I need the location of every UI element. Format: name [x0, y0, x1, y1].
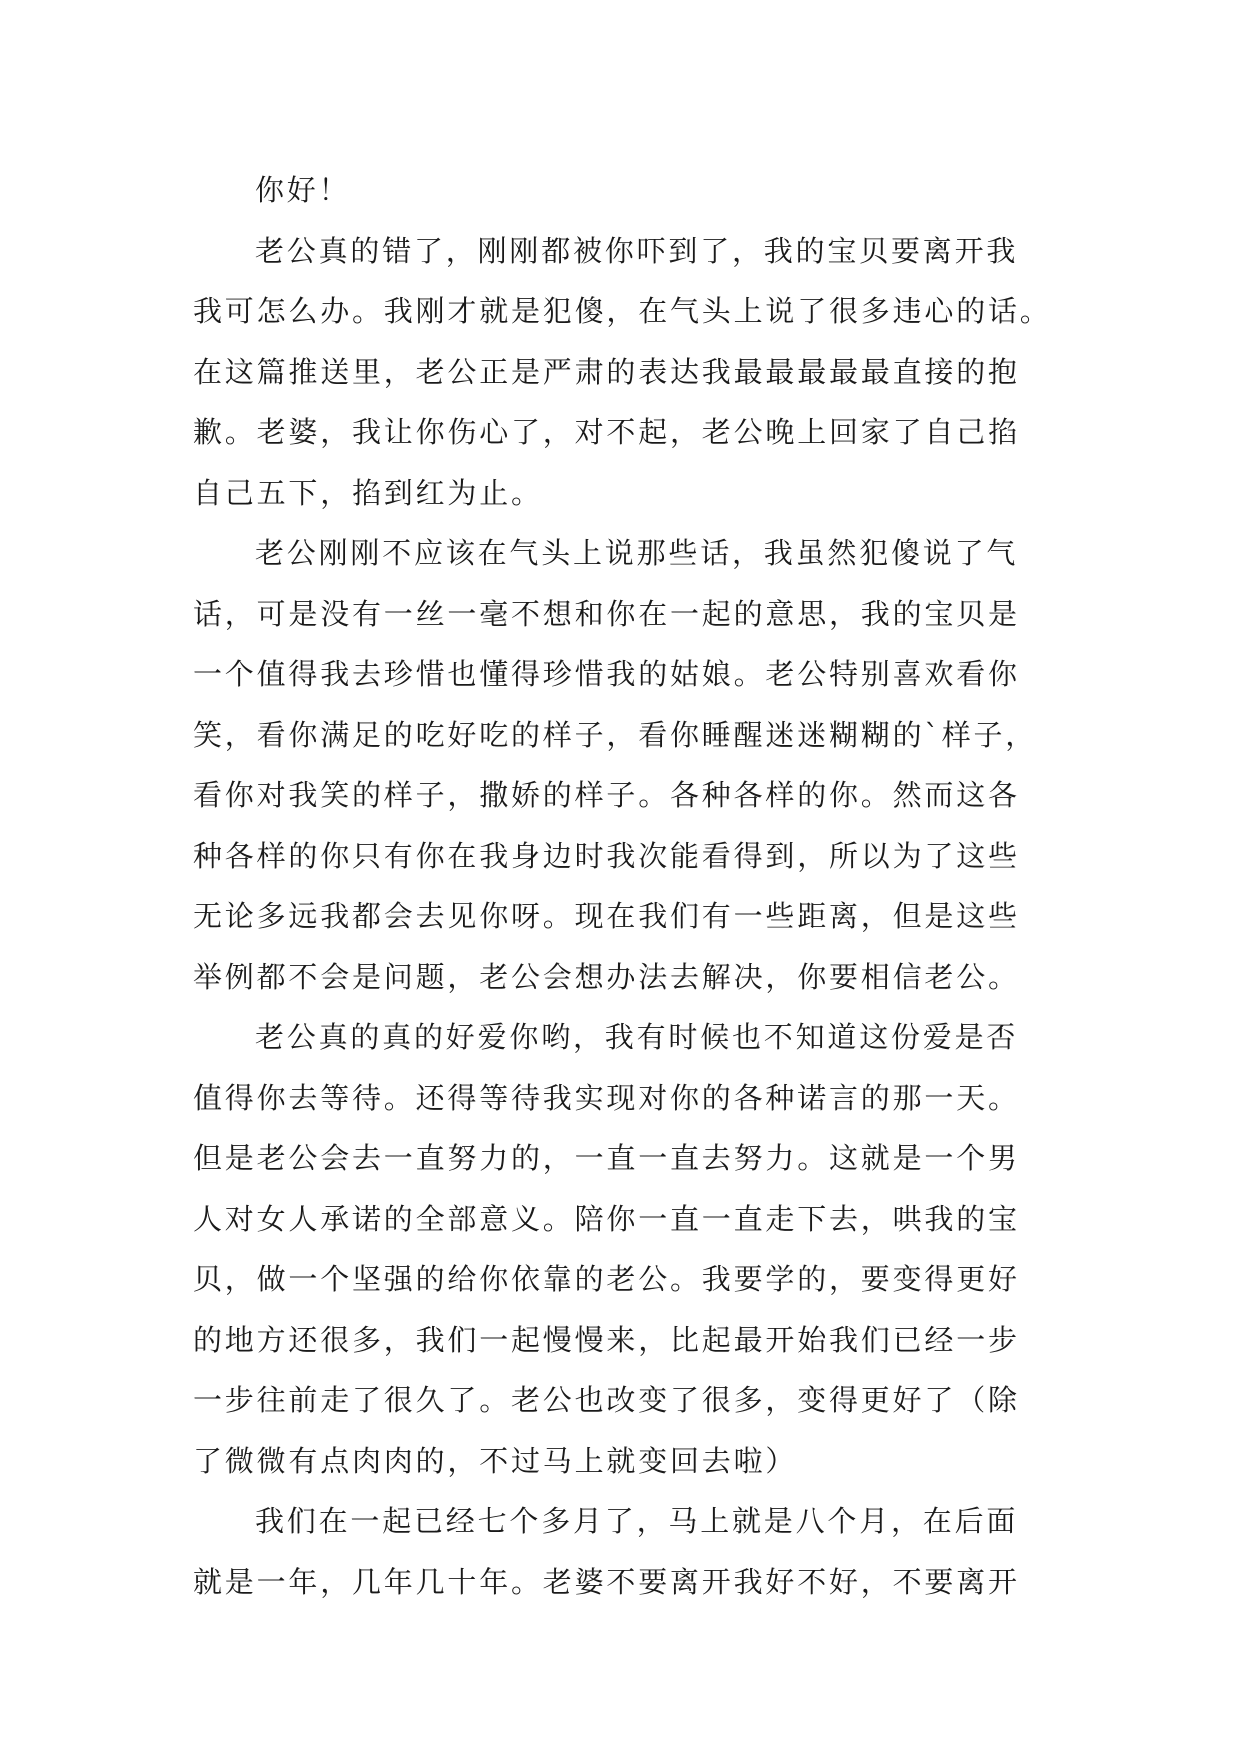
text-line: 无论多远我都会去见你呀。现在我们有一些距离，但是这些	[193, 899, 1020, 933]
text-line: 但是老公会去一直努力的，一直一直去努力。这就是一个男	[193, 1141, 1020, 1175]
text-line: 自己五下，掐到红为止。	[193, 475, 543, 510]
text-line: 举例都不会是问题，老公会想办法去解决，你要相信老公。	[193, 959, 1020, 994]
text-line: 看你对我笑的样子，撒娇的样子。各种各样的你。然而这各	[193, 778, 1020, 812]
text-line: 在这篇推送里，老公正是严肃的表达我最最最最最直接的抱	[193, 354, 1020, 389]
text-line: 一个值得我去珍惜也懂得珍惜我的姑娘。老公特别喜欢看你	[193, 657, 1020, 691]
paragraph-first-line: 你好！	[255, 173, 351, 207]
text-line: 值得你去等待。还得等待我实现对你的各种诺言的那一天。	[193, 1080, 1020, 1115]
text-line: 就是一年，几年几十年。老婆不要离开我好不好，不要离开	[193, 1564, 1020, 1599]
text-line: 贝，做一个坚强的给你依靠的老公。我要学的，要变得更好	[193, 1262, 1020, 1296]
text-line: 了微微有点肉肉的，不过马上就变回去啦）	[193, 1443, 798, 1478]
text-line: 一步往前走了很久了。老公也改变了很多，变得更好了（除	[193, 1383, 1020, 1417]
text-line: 我可怎么办。我刚才就是犯傻，在气头上说了很多违心的话。	[193, 294, 1052, 328]
text-line: 话，可是没有一丝一毫不想和你在一起的意思，我的宝贝是	[193, 596, 1020, 631]
text-line: 种各样的你只有你在我身边时我次能看得到，所以为了这些	[193, 838, 1020, 873]
paragraph-first-line: 我们在一起已经七个多月了，马上就是八个月，在后面	[255, 1504, 1019, 1538]
paragraph-first-line: 老公真的真的好爱你哟，我有时候也不知道这份爱是否	[255, 1020, 1019, 1054]
text-line: 人对女人承诺的全部意义。陪你一直一直走下去，哄我的宝	[193, 1201, 1020, 1236]
paragraph-first-line: 老公刚刚不应该在气头上说那些话，我虽然犯傻说了气	[255, 536, 1019, 570]
text-line: 的地方还很多，我们一起慢慢来，比起最开始我们已经一步	[193, 1322, 1020, 1357]
paragraph-first-line: 老公真的错了，刚刚都被你吓到了，我的宝贝要离开我	[255, 233, 1019, 268]
letter-body	[193, 160, 1063, 1612]
text-line: 笑，看你满足的吃好吃的样子，看你睡醒迷迷糊糊的`样子，	[193, 717, 1038, 752]
text-line: 歉。老婆，我让你伤心了，对不起，老公晚上回家了自己掐	[193, 415, 1020, 449]
